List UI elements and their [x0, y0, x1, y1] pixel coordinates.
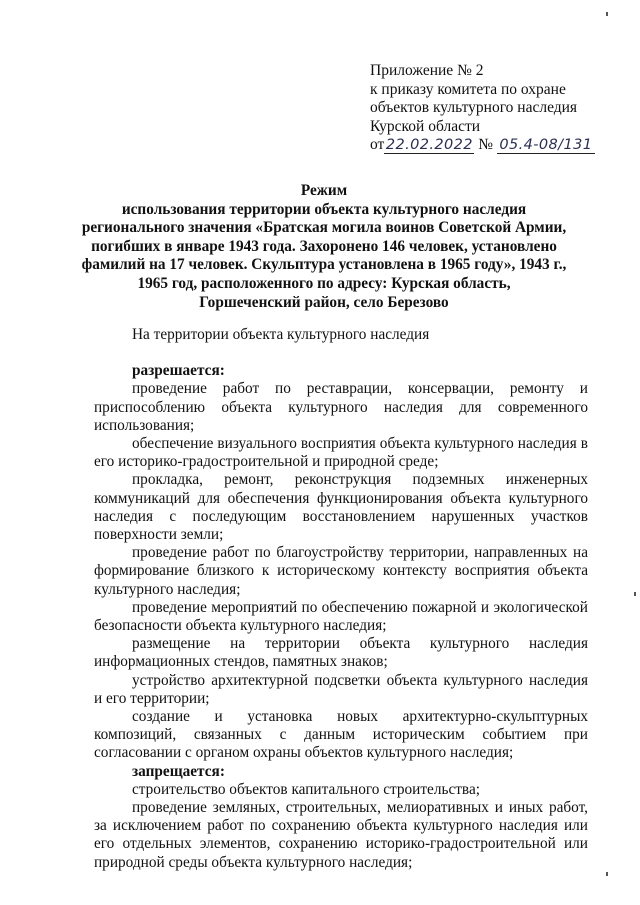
intro-text: На территории объекта культурного наследия — [132, 326, 430, 343]
title-word: Режим — [300, 182, 348, 199]
number-sign: № — [478, 136, 493, 154]
scan-edge-mark — [606, 12, 608, 16]
prohibited-heading: запрещается: — [132, 762, 225, 780]
title-line: использования территории объекта культурного наследия — [121, 200, 527, 218]
document-title — [60, 182, 588, 312]
title-line: погибших в январе 1943 года. Захоронено 146 человек, установлено — [91, 237, 557, 255]
appendix-title: Приложение № 2 — [370, 62, 484, 79]
handwritten-order-number: 05.4-08/131 — [497, 138, 595, 154]
title-line: Горшеченский район, село Березово — [199, 293, 449, 311]
allowed-item: проведение работ по благоустройству территории, направленных на формирование близкого к историческому контексту восприятия объекта культурного наследия; — [94, 544, 588, 598]
allowed-heading: разрешается: — [132, 362, 225, 380]
appendix-committee-line: объектов культурного наследия — [370, 99, 578, 117]
allowed-item: размещение на территории объекта культурного наследия информационных стендов, памятных знаков; — [94, 635, 588, 671]
allowed-item: проведение работ по реставрации, консервации, ремонту и приспособлению объекта культурного наследия для современного использования; — [94, 380, 588, 434]
appendix-date-number-line — [370, 136, 610, 155]
allowed-item: обеспечение визуального восприятия объекта культурного наследия в его историко-градостроительной и природной среде; — [94, 435, 588, 471]
appendix-region-line: Курской области — [370, 117, 481, 135]
allowed-item: создание и установка новых архитектурно-скульптурных композиций, связанных с данным историческим событием при согласовании с органом охраны объектов культурного наследия; — [94, 708, 588, 762]
prohibited-item: проведение земляных, строительных, мелиоративных и иных работ, за исключением работ по сохранению объекта культурного наследия или его отдельных элементов, сохранению историко-градостроительной или природной среды объекта культурного наследия; — [94, 799, 588, 871]
allowed-item: проведение мероприятий по обеспечению пожарной и экологической безопасности объекта культурного наследия; — [94, 598, 588, 635]
title-line: фамилий на 17 человек. Скульптура установлена в 1965 году», 1943 г., — [81, 256, 567, 274]
scan-edge-mark — [606, 872, 608, 876]
handwritten-date: 22.02.2022 — [385, 137, 473, 154]
appendix-order-line: к приказу комитета по охране — [370, 80, 566, 98]
prohibited-item: строительство объектов капитального строительства; — [132, 780, 480, 798]
title-line: регионального значения «Братская могила воинов Советской Армии, — [81, 219, 567, 237]
allowed-item: прокладка, ремонт, реконструкция подземных инженерных коммуникаций для обеспечения функционирования объекта культурного наследия с последующим восстановлением нарушенных участков поверхности земли; — [94, 471, 588, 544]
allowed-item: устройство архитектурной подсветки объекта культурного наследия и его территории; — [94, 671, 588, 707]
document-body — [94, 326, 588, 872]
title-line: 1965 год, расположенного по адресу: Курская область, — [137, 274, 511, 292]
appendix-header — [370, 62, 610, 155]
scan-edge-mark — [634, 592, 636, 596]
date-prefix: от — [370, 136, 385, 154]
